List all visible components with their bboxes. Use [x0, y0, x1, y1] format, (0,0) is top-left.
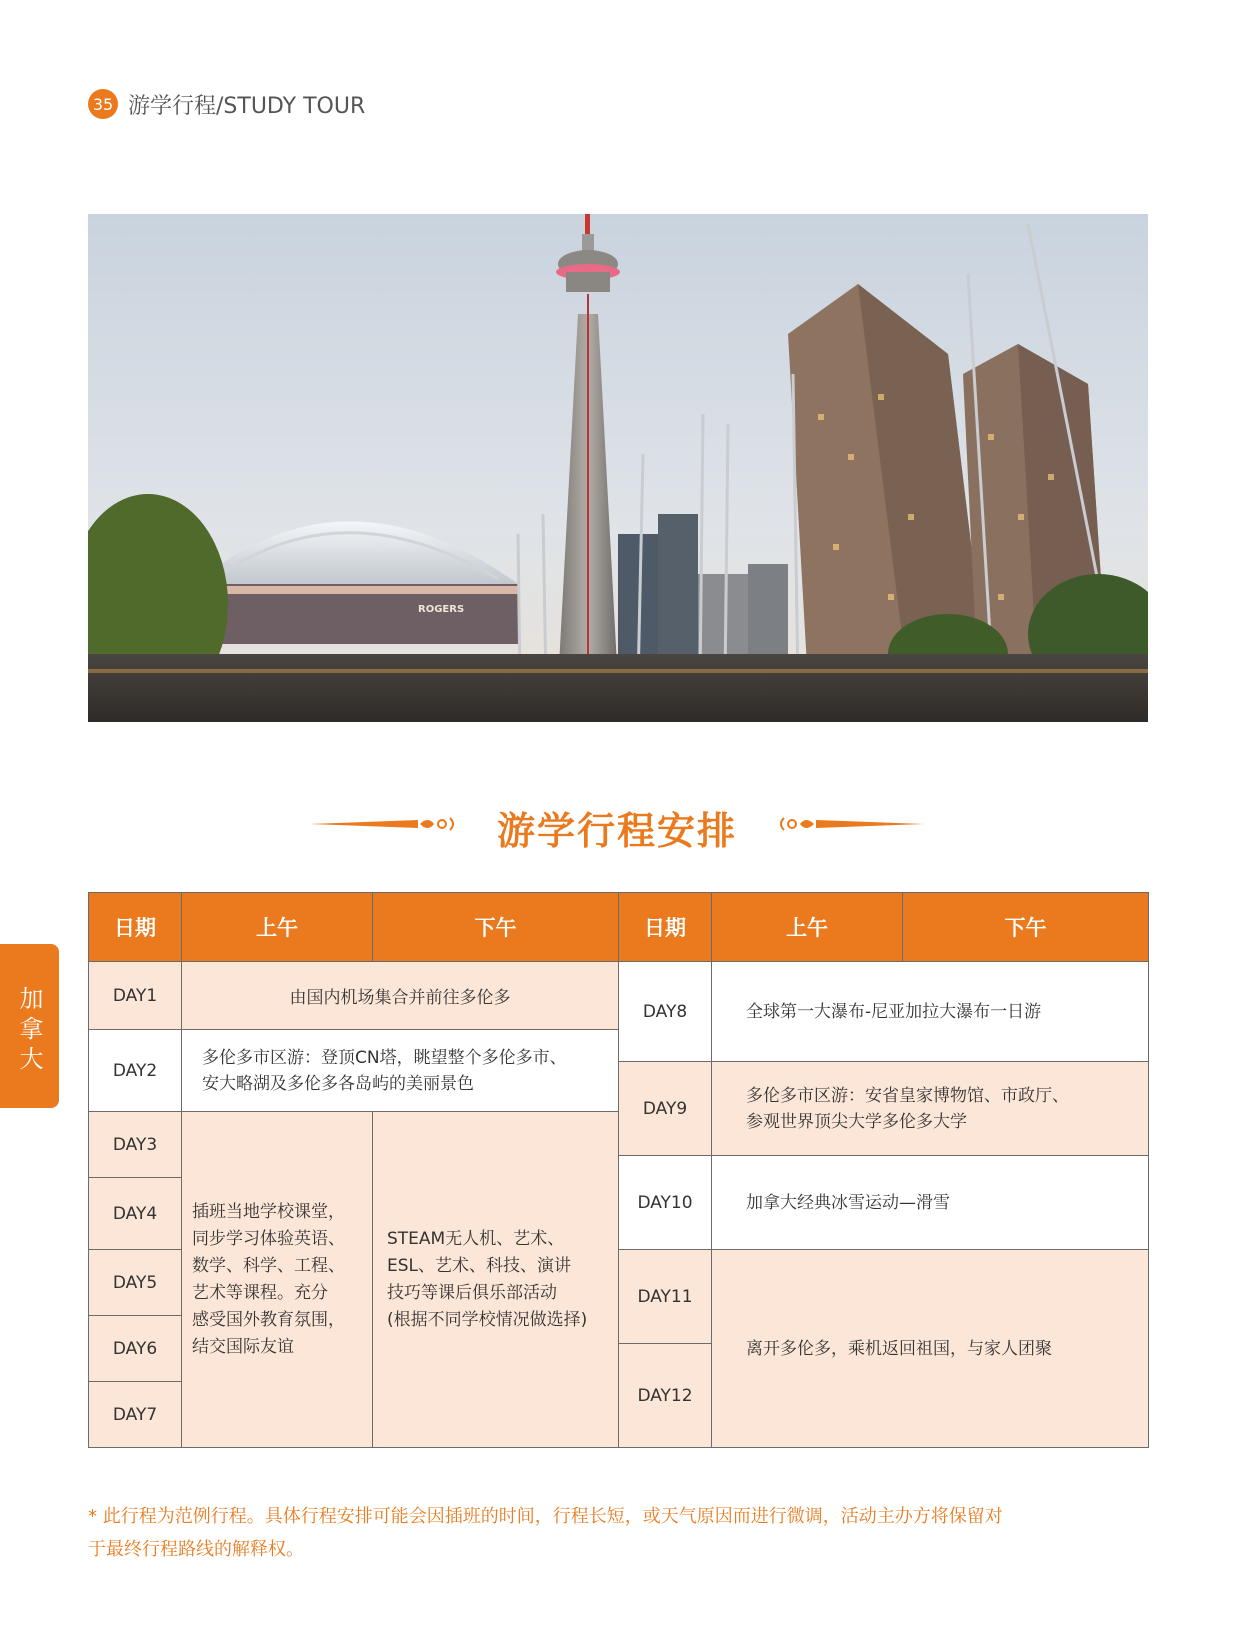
- activity-line: STEAM无人机、艺术、: [387, 1228, 565, 1249]
- activity-line: 数学、科学、工程、: [192, 1255, 345, 1276]
- activity-line: 参观世界顶尖大学多伦多大学: [746, 1111, 967, 1132]
- rogers-sign: ROGERS: [418, 604, 465, 615]
- header-date-left: 日期: [89, 893, 182, 962]
- page-number-badge: 35: [88, 89, 118, 119]
- activity-line: 艺术等课程。充分: [192, 1282, 328, 1303]
- activity-line: 安大略湖及多伦多各岛屿的美丽景色: [202, 1073, 474, 1094]
- footnote-line: 于最终行程路线的解释权。: [88, 1539, 304, 1560]
- activity-cell: 由国内机场集合并前往多伦多: [182, 962, 619, 1030]
- side-tab-label: 加拿大: [15, 986, 43, 1076]
- activity-cell: 全球第一大瀑布-尼亚加拉大瀑布一日游: [712, 962, 1149, 1062]
- day-label: DAY2: [89, 1030, 182, 1112]
- day-label: DAY3: [89, 1112, 182, 1178]
- day-label: DAY12: [619, 1344, 712, 1448]
- toronto-skyline-photo: [88, 214, 1148, 722]
- itinerary-heading: [310, 796, 924, 852]
- afternoon-activity-cell: [373, 1112, 619, 1448]
- activity-cell: 加拿大经典冰雪运动—滑雪: [712, 1156, 1149, 1250]
- activity-cell: 离开多伦多，乘机返回祖国，与家人团聚: [712, 1250, 1149, 1448]
- activity-line: 同步学习体验英语、: [192, 1228, 345, 1249]
- morning-activity-cell: [182, 1112, 373, 1448]
- footnote-line: * 此行程为范例行程。具体行程安排可能会因插班的时间，行程长短，或天气原因而进行微调，活动主办方将保留对: [88, 1506, 1003, 1527]
- header-morning-left: 上午: [182, 893, 373, 962]
- activity-line: 感受国外教育氛围，: [192, 1309, 345, 1330]
- day-label: DAY4: [89, 1178, 182, 1250]
- table-row: [89, 962, 1149, 1030]
- activity-cell: [712, 1062, 1149, 1156]
- day-label: DAY1: [89, 962, 182, 1030]
- day-label: DAY11: [619, 1250, 712, 1344]
- activity-line: 插班当地学校课堂，: [192, 1201, 345, 1222]
- header-afternoon-left: 下午: [373, 893, 619, 962]
- day-label: DAY8: [619, 962, 712, 1062]
- day-label: DAY7: [89, 1382, 182, 1448]
- itinerary-table: [88, 892, 1149, 1448]
- day-label: DAY10: [619, 1156, 712, 1250]
- header-morning-right: 上午: [712, 893, 903, 962]
- activity-line: 多伦多市区游：安省皇家博物馆、市政厅、: [746, 1085, 1069, 1106]
- activity-line: 技巧等课后俱乐部活动: [387, 1282, 557, 1303]
- day-label: DAY5: [89, 1250, 182, 1316]
- heading-text: 游学行程安排: [496, 809, 737, 853]
- day-label: DAY9: [619, 1062, 712, 1156]
- section-title: 游学行程/STUDY TOUR: [128, 93, 366, 119]
- activity-cell: [182, 1030, 619, 1112]
- header-afternoon-right: 下午: [903, 893, 1149, 962]
- activity-line: 结交国际友谊: [192, 1336, 294, 1357]
- itinerary-footnote: [88, 1500, 1148, 1566]
- activity-line: (根据不同学校情况做选择): [387, 1309, 588, 1330]
- activity-line: ESL、艺术、科技、演讲: [387, 1255, 572, 1276]
- header-date-right: 日期: [619, 893, 712, 962]
- activity-line: 多伦多市区游：登顶CN塔，眺望整个多伦多市、: [202, 1047, 567, 1068]
- day-label: DAY6: [89, 1316, 182, 1382]
- table-header-row: [89, 893, 1149, 962]
- country-side-tab: [0, 944, 59, 1108]
- page-header: [88, 86, 365, 122]
